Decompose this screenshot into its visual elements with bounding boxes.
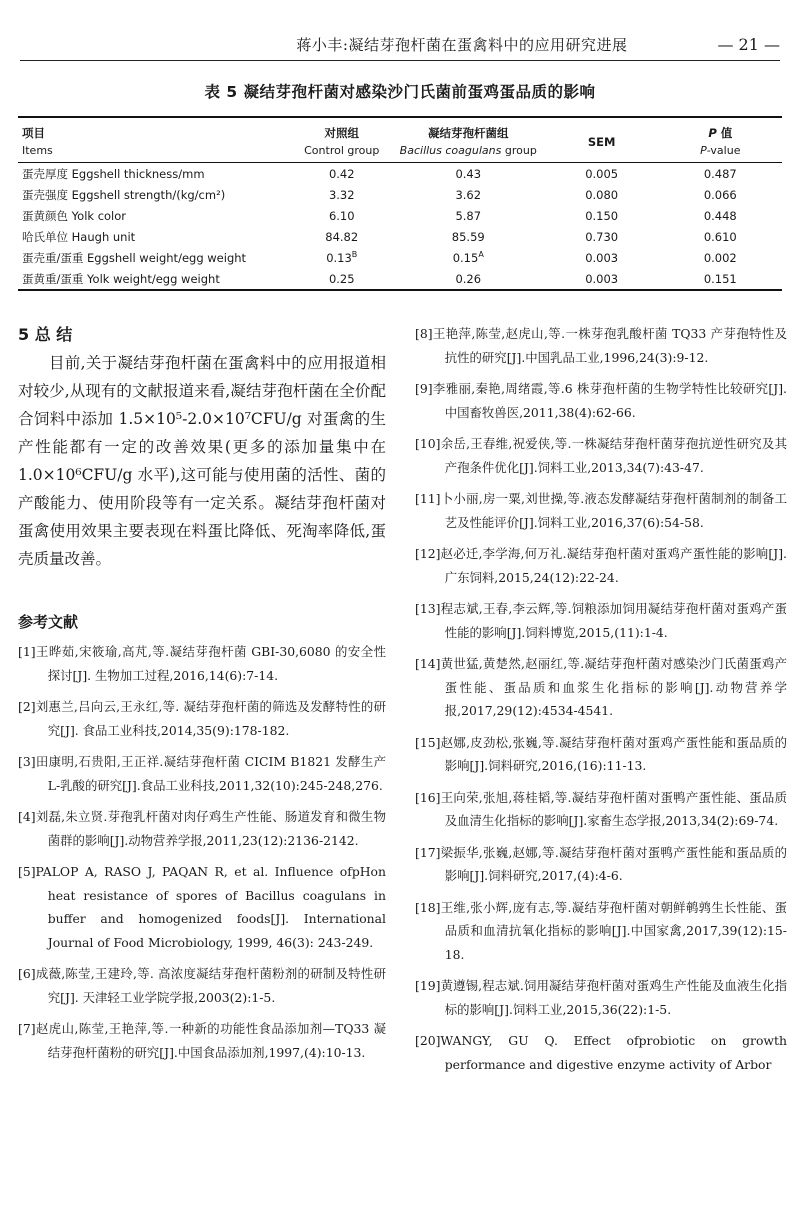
reference-item: [8]王艳萍,陈莹,赵虎山,等.一株芽孢乳酸杆菌 TQ33 产芽孢特性及抗性的研究[J].中国乳品工业,1996,24(3):9-12. [415, 326, 787, 365]
references-right [415, 322, 787, 1076]
table-row [18, 163, 782, 185]
reference-item: [12]赵必迁,李学海,何万礼.凝结芽孢杆菌对蛋鸡产蛋性能的影响[J].广东饲料,2015,24(12):22-24. [415, 546, 787, 585]
running-title: 蒋小丰:凝结芽孢杆菌在蛋禽料中的应用研究进展 [296, 35, 628, 54]
table-cell: 0.003 [585, 250, 619, 265]
table-cell: 0.487 [703, 166, 737, 181]
reference-item: [17]梁振华,张巍,赵娜,等.凝结芽孢杆菌对蛋鸭产蛋性能和蛋品质的影响[J].饲料研究,2017,(4):4-6. [415, 844, 787, 883]
reference-item: [20]WANGY, GU Q. Effect ofprobiotic on growth performance and digestive enzyme activity of Arbor [415, 1033, 787, 1072]
reference-item: [2]刘惠兰,吕向云,王永红,等. 凝结芽孢杆菌的筛选及发酵特性的研究[J]. 食品工业科技,2014,35(9):178-182. [18, 699, 386, 738]
table-cell: 0.150 [585, 208, 619, 223]
table-row [18, 184, 782, 205]
reference-item: [9]李雅丽,秦艳,周绪霞,等.6 株芽孢杆菌的生物学特性比较研究[J].中国畜牧兽医,2011,38(4):62-66. [415, 381, 787, 420]
table-cell: 85.59 [451, 229, 485, 244]
references-title: 参考文献 [18, 613, 79, 631]
table-cell: 0.005 [585, 166, 619, 181]
reference-item: [6]成薇,陈莹,王建玲,等. 高浓度凝结芽孢杆菌粉剂的研制及特性研究[J]. 天津轻工业学院学报,2003(2):1-5. [18, 966, 386, 1005]
col-header-items: 项目 Items [18, 117, 292, 163]
table-cell: 蛋壳强度 Eggshell strength/(kg/cm²) [22, 187, 226, 202]
section-heading: 5 总 结 [18, 325, 73, 344]
table-cell: 84.82 [325, 229, 359, 244]
table-cell: 0.151 [659, 268, 782, 290]
col-header-control: 对照组 Control group [292, 117, 392, 163]
table-cell: 0.43 [455, 166, 482, 181]
table-cell: 5.87 [455, 208, 482, 223]
table-cell: 蛋壳重/蛋重 Eggshell weight/egg weight [22, 250, 247, 265]
reference-item: [16]王向荣,张旭,蒋桂韬,等.凝结芽孢杆菌对蛋鸭产蛋性能、蛋品质及血清生化指标的影响[J].家畜生态学报,2013,34(2):69-74. [415, 789, 787, 828]
references-left [18, 640, 386, 1064]
reference-item: [13]程志斌,王春,李云辉,等.饲粮添加饲用凝结芽孢杆菌对蛋鸡产蛋性能的影响[J].饲料博览,2015,(11):1-4. [415, 601, 787, 640]
table-cell: 0.448 [703, 208, 737, 223]
reference-item: [14]黄世猛,黄楚然,赵丽红,等.凝结芽孢杆菌对感染沙门氏菌蛋鸡产蛋性能、蛋品质和血浆生化指标的影响[J].动物营养学报,2017,29(12):4534-4541. [415, 656, 787, 718]
table-row [18, 247, 782, 268]
table-cell: 0.610 [703, 229, 737, 244]
table-cell: 0.003 [545, 268, 659, 290]
reference-item: [19]黄遵锡,程志斌.饲用凝结芽孢杆菌对蛋鸡生产性能及血液生化指标的影响[J].饲料工业,2015,36(22):1-5. [415, 978, 787, 1017]
reference-item: [1]王晔茹,宋筱瑜,高芃,等.凝结芽孢杆菌 GBI-30,6080 的安全性探讨[J]. 生物加工过程,2016,14(6):7-14. [18, 644, 386, 683]
table-cell: 0.26 [392, 268, 545, 290]
right-column [415, 322, 787, 1084]
left-column [18, 322, 386, 1072]
reference-item: [3]田康明,石贵阳,王正祥.凝结芽孢杆菌 CICIM B1821 发酵生产 L-乳酸的研究[J].食品工业科技,2011,32(10):245-248,276. [18, 754, 386, 793]
table-cell: 0.002 [703, 250, 737, 265]
reference-item: [15]赵娜,皮劲松,张巍,等.凝结芽孢杆菌对蛋鸡产蛋性能和蛋品质的影响[J].饲料研究,2016,(16):11-13. [415, 734, 787, 773]
reference-item: [7]赵虎山,陈莹,王艳萍,等.一种新的功能性食品添加剂—TQ33 凝结芽孢杆菌粉的研究[J].中国食品添加剂,1997,(4):10-13. [18, 1021, 386, 1060]
reference-item: [4]刘磊,朱立贤.芽孢乳杆菌对肉仔鸡生产性能、肠道发育和微生物菌群的影响[J].动物营养学报,2011,23(12):2136-2142. [18, 809, 386, 848]
table-cell: 0.080 [585, 187, 619, 202]
table-cell: 0.730 [585, 229, 619, 244]
table-row [18, 226, 782, 247]
reference-item: [10]余岳,王春维,祝爱侠,等.一株凝结芽孢杆菌芽孢抗逆性研究及其产孢条件优化[J].饲料工业,2013,34(7):43-47. [415, 436, 787, 475]
reference-item: [5]PALOP A, RASO J, PAQAN R, et al. Influence ofpHon heat resistance of spores of Bacillus coagulans in buffer and homogenized foods[J]. International Journal of Food Microbiology, 1999, 46(3): 243-249. [18, 864, 386, 950]
table-cell: 蛋黄颜色 Yolk color [22, 208, 127, 223]
egg-quality-table [18, 116, 782, 291]
table-cell: 蛋黄重/蛋重 Yolk weight/egg weight [18, 268, 292, 290]
reference-item: [11]卜小丽,房一粟,刘世操,等.液态发酵凝结芽孢杆菌制剂的制备工艺及性能评价[J].饲料工业,2016,37(6):54-58. [415, 491, 787, 530]
table-caption: 表 5 凝结芽孢杆菌对感染沙门氏菌前蛋鸡蛋品质的影响 [204, 83, 596, 101]
col-header-p: P 值 P-value [659, 117, 782, 163]
table-cell: 哈氏单位 Haugh unit [22, 229, 136, 244]
table-row [18, 205, 782, 226]
table-cell: 蛋壳厚度 Eggshell thickness/mm [22, 166, 205, 181]
summary-paragraph: 目前,关于凝结芽孢杆菌在蛋禽料中的应用报道相对较少,从现有的文献报道来看,凝结芽孢杆菌在全价配合饲料中添加 1.5×10⁵-2.0×10⁷CFU/g 对蛋禽的生产性能都有一定的改善效果(更多的添加量集中在 1.0×10⁶CFU/g 水平),这可能与使用菌的活性、菌的产酸能力、使用阶段等有一定关系。凝结芽孢杆菌对蛋禽使用效果主要表现在料蛋比降低、死淘率降低,蛋壳质量改善。 [18, 354, 386, 568]
reference-item: [18]王维,张小辉,庞有志,等.凝结芽孢杆菌对朝鲜鹌鹑生长性能、蛋品质和血清抗氧化指标的影响[J].中国家禽,2017,39(12):15-18. [415, 899, 787, 962]
table-cell: $0.15^A$ [452, 250, 484, 265]
page-number: — 21 — [717, 34, 780, 54]
col-header-bc: 凝结芽孢杆菌组 Bacillus coagulans group [392, 117, 545, 163]
table-cell: 3.62 [455, 187, 482, 202]
table-cell: 6.10 [328, 208, 355, 223]
table-cell: $0.13^B$ [326, 250, 358, 265]
table-cell: 0.066 [703, 187, 737, 202]
table-row [18, 268, 782, 290]
table-cell: 0.25 [292, 268, 392, 290]
table-cell: 0.42 [328, 166, 355, 181]
table-cell: 3.32 [328, 187, 355, 202]
col-header-sem: SEM [545, 117, 659, 163]
page-header [20, 28, 780, 61]
